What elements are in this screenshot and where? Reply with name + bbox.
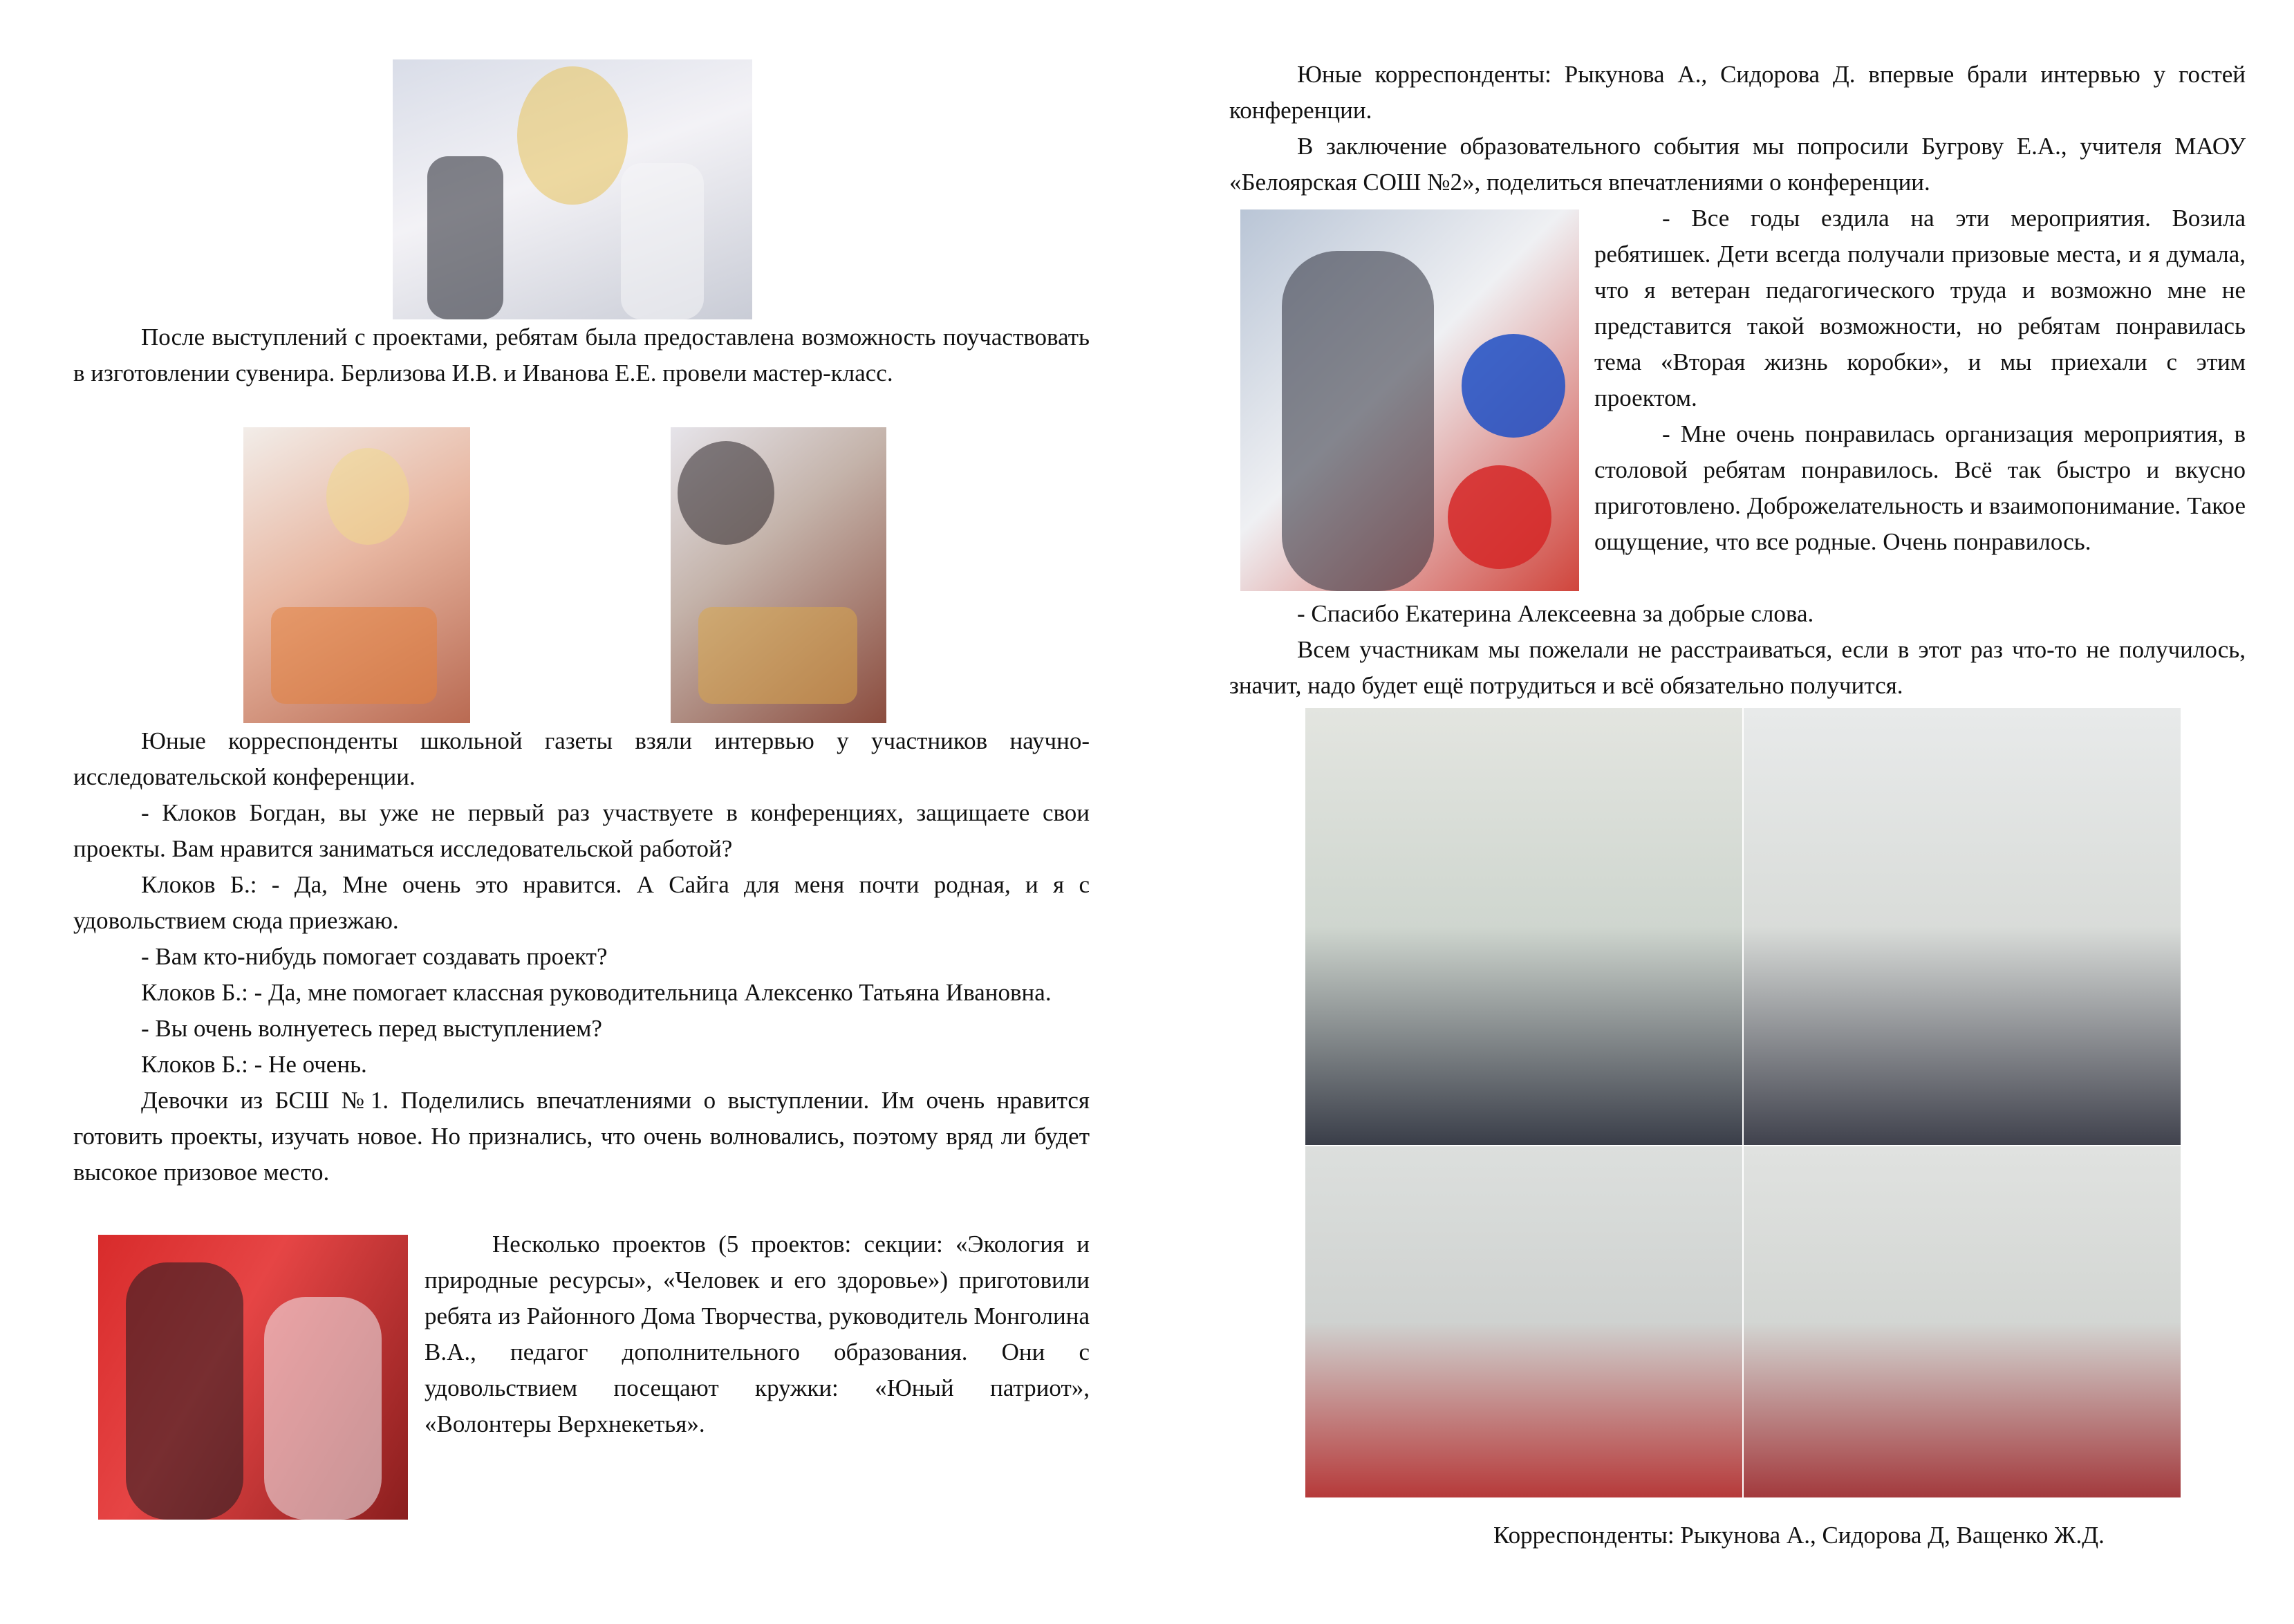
photo-teacher-with-balloons <box>1240 209 1579 591</box>
left-text-block-1 <box>73 319 1090 391</box>
photo-group-4 <box>1744 1146 2181 1497</box>
right-paragraph-1: Юные корреспонденты: Рыкунова А., Сидорова Д. впервые брали интервью у гостей конференции. <box>1229 61 2246 124</box>
left-paragraph-8: Клоков Б.: - Не очень. <box>141 1051 367 1078</box>
left-paragraph-4: Клоков Б.: - Да, Мне очень это нравится. А Сайга для меня почти родная, и я с удовольствием сюда приезжаю. <box>73 871 1090 934</box>
right-paragraph-2: В заключение образовательного события мы попросили Бугрову Е.А., учителя МАОУ «Белоярская СОШ №2», поделиться впечатлениями о конференции. <box>1229 133 2246 196</box>
right-paragraph-5: - Спасибо Екатерина Алексеевна за добрые слова. <box>1297 600 1814 627</box>
left-paragraph-5: - Вам кто-нибудь помогает создавать проект? <box>141 943 608 970</box>
right-paragraph-6: Всем участникам мы пожелали не расстраиваться, если в этот раз что-то не получилось, значит, надо будет ещё потрудиться и всё обязательно получится. <box>1229 636 2246 699</box>
photo-teacher-and-girl <box>98 1235 408 1520</box>
left-paragraph-7: - Вы очень волнуетесь перед выступлением? <box>141 1015 602 1042</box>
right-text-block-1 <box>1229 57 2246 200</box>
left-text-block-3 <box>425 1226 1090 1442</box>
left-paragraph-10: Несколько проектов (5 проектов: секции: «Экология и природные ресурсы», «Человек и его здоровье») приготовили ребята из Районного Дома Творчества, руководитель Монголина В.А., педагог дополнительного образования. Они с удовольствием посещают кружки: «Юный патриот», «Волонтеры Верхнекетья». <box>425 1231 1090 1437</box>
left-text-block-2 <box>73 723 1090 1191</box>
left-paragraph-1: После выступлений с проектами, ребятам была предоставлена возможность поучаствовать в изготовлении сувенира. Берлизова И.В. и Иванова Е.Е. провели мастер-класс. <box>73 324 1090 386</box>
photo-master-class-teacher <box>243 427 470 723</box>
left-paragraph-9: Девочки из БСШ №1. Поделились впечатлениями о выступлении. Им очень нравится готовить проекты, изучать новое. Но признались, что очень волновались, поэтому вряд ли будет высокое призовое место. <box>73 1087 1090 1186</box>
correspondents-credit: Корреспонденты: Рыкунова А., Сидорова Д, Ващенко Ж.Д. <box>1493 1522 2105 1549</box>
right-text-block-2 <box>1594 200 2246 560</box>
photo-master-class-children <box>671 427 886 723</box>
left-paragraph-3: - Клоков Богдан, вы уже не первый раз участвуете в конференциях, защищаете свои проекты. Вам нравится заниматься исследовательской работой? <box>73 799 1090 862</box>
right-paragraph-4: - Мне очень понравилась организация мероприятия, в столовой ребятам понравилось. Всё так быстро и вкусно приготовлено. Доброжелательность и взаимопонимание. Такое ощущение, что все родные. Очень понравилось. <box>1594 420 2246 555</box>
left-paragraph-6: Клоков Б.: - Да, мне помогает классная руководительница Алексенко Татьяна Ивановна. <box>141 979 1052 1006</box>
left-paragraph-2: Юные корреспонденты школьной газеты взяли интервью у участников научно-исследовательской конференции. <box>73 727 1090 790</box>
photo-group-3 <box>1305 1146 1742 1497</box>
right-text-block-3 <box>1229 596 2246 704</box>
photo-two-boys-presentation <box>393 59 752 319</box>
photo-group-2 <box>1744 708 2181 1145</box>
right-paragraph-3: - Все годы ездила на эти мероприятия. Возила ребятишек. Дети всегда получали призовые места, и я думала, что я ветеран педагогического труда и возможно мне не представится такой возможности, но ребятам понравилась тема «Вторая жизнь коробки», и мы приехали с этим проектом. <box>1594 205 2246 411</box>
photo-group-1 <box>1305 708 1742 1145</box>
